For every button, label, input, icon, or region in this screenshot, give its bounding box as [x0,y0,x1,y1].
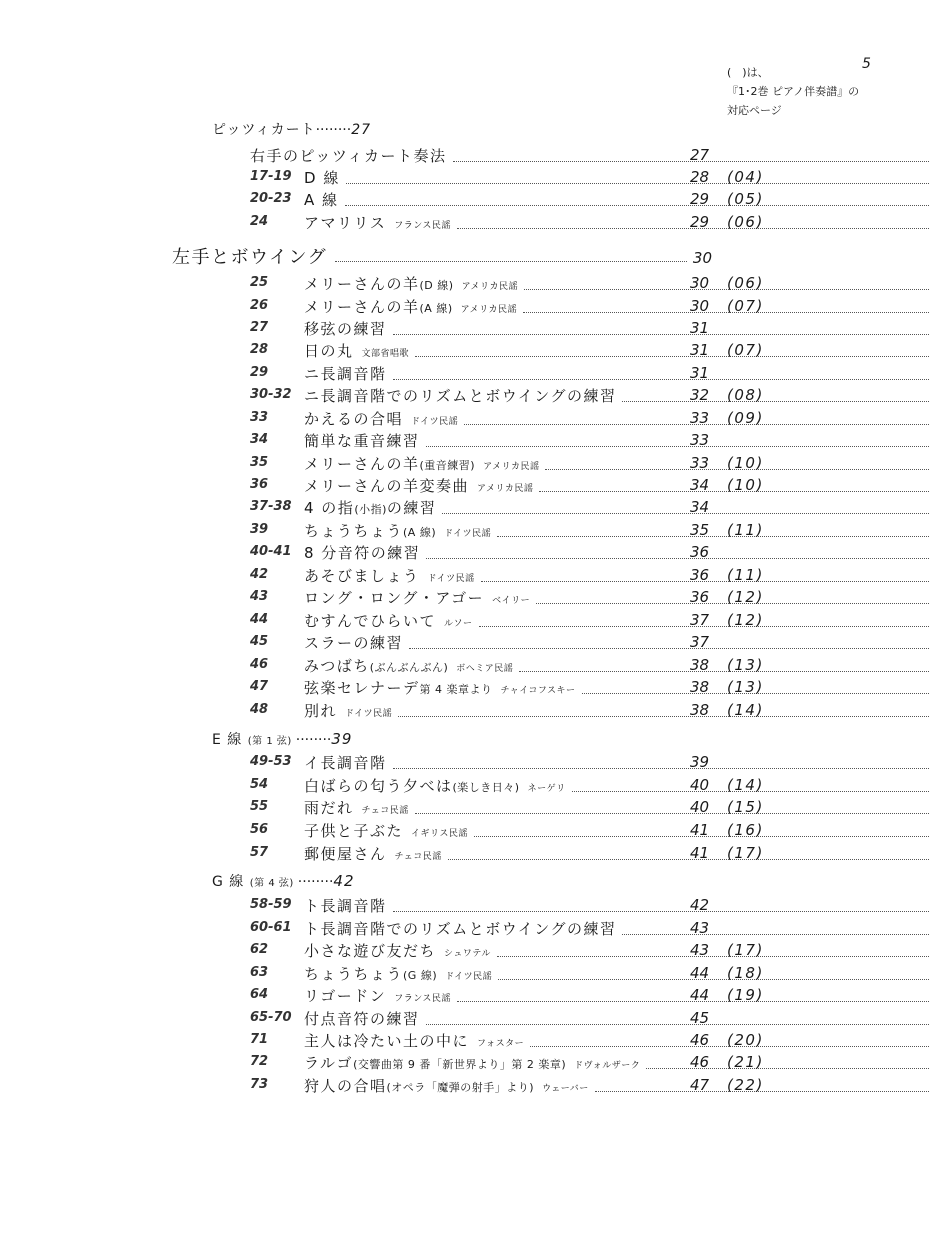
entry-page: 35 [690,521,710,539]
toc-entry [250,497,790,519]
section-title: ピッツィカート [212,122,316,138]
entry-number: 54 [250,777,269,792]
entry-title: 弦楽セレナーデ [304,679,420,697]
piano-score-page: (15) [727,798,764,816]
toc-entry [250,677,790,699]
note-line: 『1･2巻 ピアノ伴奏譜』の [727,85,860,98]
entry-page: 42 [690,896,710,914]
entry-number: 24 [250,214,269,229]
entry-leader [304,610,930,631]
entry-number: 30-32 [250,387,292,402]
piano-score-page: (13) [727,678,764,696]
toc-entry [250,918,790,940]
entry-composer: シュワテル [444,949,491,959]
entry-title: 8 分音符の練習 [304,544,421,562]
piano-score-page: (05) [727,190,764,208]
entry-subtitle: 第 4 楽章より [419,683,493,696]
note-line: ( )は、 [727,66,769,79]
entry-page: 36 [690,566,710,584]
entry-leader [304,497,930,518]
piano-score-page: (07) [727,297,764,315]
entry-title: 郵便屋さん [304,845,387,863]
entry-number: 47 [250,679,269,694]
entry-number: 58-59 [250,897,292,912]
piano-score-page: (11) [727,566,764,584]
toc-entry [250,542,790,564]
entry-title: ちょうちょう [304,965,404,983]
entry-composer: アメリカ民謡 [460,305,517,315]
toc-entry [250,408,790,430]
entry-subtitle: (D 線) [419,279,454,292]
entry-title: D 線 [304,169,340,187]
leader-dots [498,979,930,980]
entry-composer: フォスター [477,1039,525,1049]
toc-entry [250,340,790,362]
entry-number: 72 [250,1054,269,1069]
entry-composer: フランス民謡 [394,221,451,231]
entry-composer: ドイツ民謡 [411,417,459,427]
toc-entry [250,145,790,167]
entry-leader [304,940,930,961]
toc-entry [250,475,790,497]
entry-page: 33 [690,454,710,472]
entry-composer: ベイリー [492,596,531,606]
toc-entry [250,1008,790,1030]
entry-subtitle: (A 線) [403,526,437,539]
entry-page: 31 [690,364,710,382]
toc-entry [250,752,790,774]
entry-composer: ドイツ民謡 [444,529,492,539]
entry-number: 34 [250,432,269,447]
toc-entry [250,520,790,542]
entry-leader [304,340,930,361]
entry-leader [304,453,930,474]
entry-number: 42 [250,567,269,582]
section-page: 27 [351,122,372,138]
leader-dots [335,261,687,262]
entry-page: 37 [690,611,710,629]
entry-title: ロング・ロング・アゴー [304,589,485,607]
entry-composer: アメリカ民謡 [483,462,540,472]
entry-leader [304,1052,930,1073]
toc-entry [250,453,790,475]
piano-score-page: (06) [727,274,764,292]
entry-title: ト長調音階でのリズムとボウイングの練習 [304,920,617,938]
entry-number: 62 [250,942,269,957]
leader-dots [393,334,930,335]
entry-leader [304,273,930,294]
entry-title: 移弦の練習 [304,320,387,338]
section-page: 39 [331,730,353,748]
toc-entry [250,587,790,609]
entry-leader [304,820,930,841]
entry-leader [304,775,930,796]
toc-entry [250,797,790,819]
piano-score-page: (11) [727,521,764,539]
entry-leader [304,843,930,864]
entry-title: あそびましょう [304,567,420,585]
entry-page: 29 [690,213,710,231]
entry-number: 33 [250,410,269,425]
piano-score-page: (18) [727,964,764,982]
entry-leader [304,430,930,451]
entry-page: 34 [690,498,710,516]
toc-entry [250,632,790,654]
entry-title: メリーさんの羊 [304,298,420,316]
entry-title: 主人は冷たい土の中に [304,1032,470,1050]
entry-leader [304,963,930,984]
piano-score-page: (09) [727,409,764,427]
entry-title: スラーの練習 [304,634,404,652]
entry-title: 日の丸 [304,342,354,360]
entry-number: 48 [250,702,269,717]
toc-entry [250,167,790,189]
leader-dots [646,1068,930,1069]
entry-page: 41 [690,821,710,839]
entry-page: 29 [690,190,710,208]
entry-composer: ドヴォルザーク [574,1061,641,1071]
entry-page: 32 [690,386,710,404]
leader-dots [415,813,930,814]
piano-score-page: (17) [727,941,764,959]
entry-composer: アメリカ民謡 [477,484,534,494]
leader-dots [622,401,930,402]
entry-page: 31 [690,341,710,359]
entry-leader [304,632,930,653]
toc-entry [250,430,790,452]
entry-leader [304,700,930,721]
piano-score-page: (14) [727,701,764,719]
entry-title: 簡単な重音練習 [304,432,420,450]
entry-composer: ルソー [444,619,473,629]
entry-title: 別れ [304,702,338,720]
entry-leader [304,363,930,384]
entry-number: 25 [250,275,269,290]
entry-page: 31 [690,319,710,337]
entry-number: 56 [250,822,269,837]
entry-page: 40 [690,798,710,816]
entry-page: 38 [690,701,710,719]
entry-leader [304,318,930,339]
toc-entry [250,940,790,962]
entry-number: 49-53 [250,754,292,769]
toc-entry [250,963,790,985]
leader-dots: ········ [297,874,334,890]
entry-number: 27 [250,320,269,335]
section-page: 30 [692,249,712,267]
entry-title: みつばち [304,657,370,675]
entry-title: 狩人の合唱 [304,1077,387,1095]
entry-number: 39 [250,522,269,537]
entry-subtitle: (ぶんぶんぶん) [369,661,449,674]
entry-title: 小さな遊び友だち [304,942,437,960]
entry-page: 40 [690,776,710,794]
leader-dots [497,956,930,957]
entry-leader [304,677,930,698]
entry-title: 雨だれ [304,799,354,817]
toc-entry [250,318,790,340]
entry-title-cont: の練習 [386,499,437,517]
toc-entry [250,655,790,677]
toc-entry [250,820,790,842]
toc-entry [250,843,790,865]
page-number: 5 [862,56,871,72]
entry-page: 36 [690,588,710,606]
entry-leader [304,475,930,496]
toc-entry [250,273,790,295]
entry-page: 37 [690,633,710,651]
section-subtitle: (第 4 弦) [249,878,294,889]
toc-entry [250,385,790,407]
entry-leader [250,145,930,166]
entry-composer: ドイツ民謡 [345,709,393,719]
toc-entry [250,363,790,385]
entry-number: 71 [250,1032,269,1047]
piano-score-page: (17) [727,844,764,862]
section-title: E 線 [212,732,243,748]
leader-dots: ········ [295,732,332,748]
entry-number: 29 [250,365,269,380]
leader-dots [409,648,930,649]
entry-number: 40-41 [250,544,292,559]
entry-number: 26 [250,298,269,313]
entry-title: リゴードン [304,987,387,1005]
leader-dots: ········ [315,122,352,138]
entry-leader [304,918,930,939]
note-line: 対応ページ [727,104,782,117]
entry-title: メリーさんの羊変奏曲 [304,477,470,495]
entry-composer: ドイツ民謡 [427,574,475,584]
entry-number: 65-70 [250,1010,292,1025]
piano-score-page: (12) [727,611,764,629]
entry-leader [304,797,930,818]
entry-number: 36 [250,477,269,492]
entry-subtitle: (G 線) [403,969,438,982]
piano-score-page: (10) [727,476,764,494]
entry-title: ト長調音階 [304,897,387,915]
entry-composer: チェコ民謡 [361,806,409,816]
entry-leader [304,752,930,773]
entry-leader [304,655,930,676]
entry-page: 43 [690,919,710,937]
entry-page: 28 [690,168,710,186]
entry-composer: ボヘミア民謡 [456,664,514,674]
piano-score-page: (08) [727,386,764,404]
piano-score-page: (13) [727,656,764,674]
leader-dots [497,536,930,537]
piano-score-page: (07) [727,341,764,359]
entry-number: 43 [250,589,269,604]
entry-leader [304,565,930,586]
leader-dots [426,1024,930,1025]
entry-number: 60-61 [250,920,292,935]
entry-title: 子供と子ぶた [304,822,404,840]
entry-title: ちょうちょう [304,522,404,540]
entry-title: 付点音符の練習 [304,1010,420,1028]
section-g-string [212,871,355,891]
entry-page: 46 [690,1053,710,1071]
entry-subtitle: (A 線) [419,302,453,315]
leader-dots [415,356,930,357]
entry-number: 45 [250,634,269,649]
entry-page: 34 [690,476,710,494]
entry-title: アマリリス [304,214,387,232]
entry-page: 36 [690,543,710,561]
toc-entry [250,775,790,797]
entry-page: 45 [690,1009,710,1027]
piano-score-page: (20) [727,1031,764,1049]
entry-title: ラルゴ [304,1054,354,1072]
entry-composer: イギリス民謡 [411,829,468,839]
toc-entry [250,1030,790,1052]
toc-entry [250,985,790,1007]
entry-leader [304,1030,930,1051]
entry-number: 57 [250,845,269,860]
leader-dots [519,671,930,672]
entry-leader [304,408,930,429]
entry-leader [304,520,930,541]
piano-score-page: (14) [727,776,764,794]
entry-page: 33 [690,409,710,427]
entry-leader [304,212,930,233]
entry-page: 38 [690,656,710,674]
entry-title: ニ長調音階でのリズムとボウイングの練習 [304,387,617,405]
entry-title: A 線 [304,191,339,209]
leader-dots [622,934,930,935]
entry-composer: アメリカ民謡 [461,282,518,292]
section-subtitle: (第 1 弦) [247,736,292,747]
entry-leader [304,1075,930,1096]
entry-composer: ウェーバー [542,1084,589,1094]
toc-entry [250,189,790,211]
piano-score-page: (10) [727,454,764,472]
entry-leader [304,296,930,317]
piano-score-page: (06) [727,213,764,231]
entry-title: かえるの合唱 [304,410,404,428]
entry-number: 35 [250,455,269,470]
entry-leader [304,587,930,608]
entry-composer: フランス民謡 [394,994,451,1004]
entry-number: 44 [250,612,269,627]
piano-score-page: (19) [727,986,764,1004]
entry-number: 17-19 [250,169,292,184]
entry-subtitle: (重音練習) [419,459,476,472]
entry-subtitle: (オペラ「魔弾の射手」より) [386,1081,535,1094]
entry-leader [304,985,930,1006]
entry-number: 20-23 [250,191,292,206]
entry-leader [304,167,930,188]
leader-dots [442,513,930,514]
entry-page: 27 [690,146,710,164]
entry-title: イ長調音階 [304,754,387,772]
leader-dots [426,446,930,447]
piano-score-page: (16) [727,821,764,839]
toc-entry [250,296,790,318]
entry-number: 37-38 [250,499,292,514]
leader-dots [393,379,930,380]
toc-entry [250,1052,790,1074]
entry-title: 右手のピッツィカート奏法 [250,147,447,165]
entry-leader [304,189,930,210]
entry-number: 73 [250,1077,269,1092]
entry-title: 白ばらの匂う夕べは [304,777,453,795]
entry-subtitle: (小指) [354,503,387,516]
entry-title: メリーさんの羊 [304,455,420,473]
piano-score-page: (22) [727,1076,764,1094]
entry-title: 4 の指 [304,499,355,517]
entry-number: 55 [250,799,269,814]
entry-number: 28 [250,342,269,357]
toc-entry [250,700,790,722]
entry-page: 38 [690,678,710,696]
entry-leader [304,542,930,563]
section-title: G 線 [212,874,245,890]
entry-title: メリーさんの羊 [304,275,420,293]
entry-number: 46 [250,657,269,672]
leader-dots [393,911,930,912]
entry-composer: ドイツ民謡 [445,972,493,982]
piano-score-page: (04) [727,168,764,186]
toc-entry [250,1075,790,1097]
entry-page: 44 [690,964,710,982]
leader-dots [398,716,930,717]
entry-subtitle: (楽しき日々) [452,781,520,794]
entry-number: 64 [250,987,269,1002]
piano-score-note [727,63,859,120]
entry-composer: チェコ民謡 [394,852,442,862]
section-page: 42 [333,872,355,890]
toc-entry [250,895,790,917]
entry-page: 33 [690,431,710,449]
section-left-hand-bowing [172,243,712,267]
entry-leader [304,895,930,916]
section-e-string [212,729,352,749]
entry-page: 46 [690,1031,710,1049]
entry-leader [304,1008,930,1029]
entry-page: 30 [690,274,710,292]
leader-dots [393,768,930,769]
entry-composer: チャイコフスキー [500,686,576,696]
piano-score-page: (12) [727,588,764,606]
leader-dots [426,558,930,559]
entry-page: 44 [690,986,710,1004]
piano-score-page: (21) [727,1053,764,1071]
entry-number: 63 [250,965,269,980]
entry-title: むすんでひらいて [304,612,437,630]
toc-entry [250,212,790,234]
leader-dots [345,205,930,206]
leader-dots [346,183,930,184]
entry-subtitle: (交響曲第 9 番「新世界より」第 2 楽章) [353,1058,567,1071]
entry-composer: 文部省唱歌 [361,349,410,359]
entry-page: 41 [690,844,710,862]
section-title: 左手とボウイング [172,247,328,268]
entry-page: 47 [690,1076,710,1094]
entry-title: ニ長調音階 [304,365,387,383]
entry-page: 39 [690,753,710,771]
entry-composer: ネーゲリ [527,784,566,794]
entry-leader [304,385,930,406]
entry-page: 30 [690,297,710,315]
leader-dots [448,859,930,860]
section-pizzicato [212,119,371,139]
toc-entry [250,565,790,587]
toc-entry [250,610,790,632]
entry-page: 43 [690,941,710,959]
